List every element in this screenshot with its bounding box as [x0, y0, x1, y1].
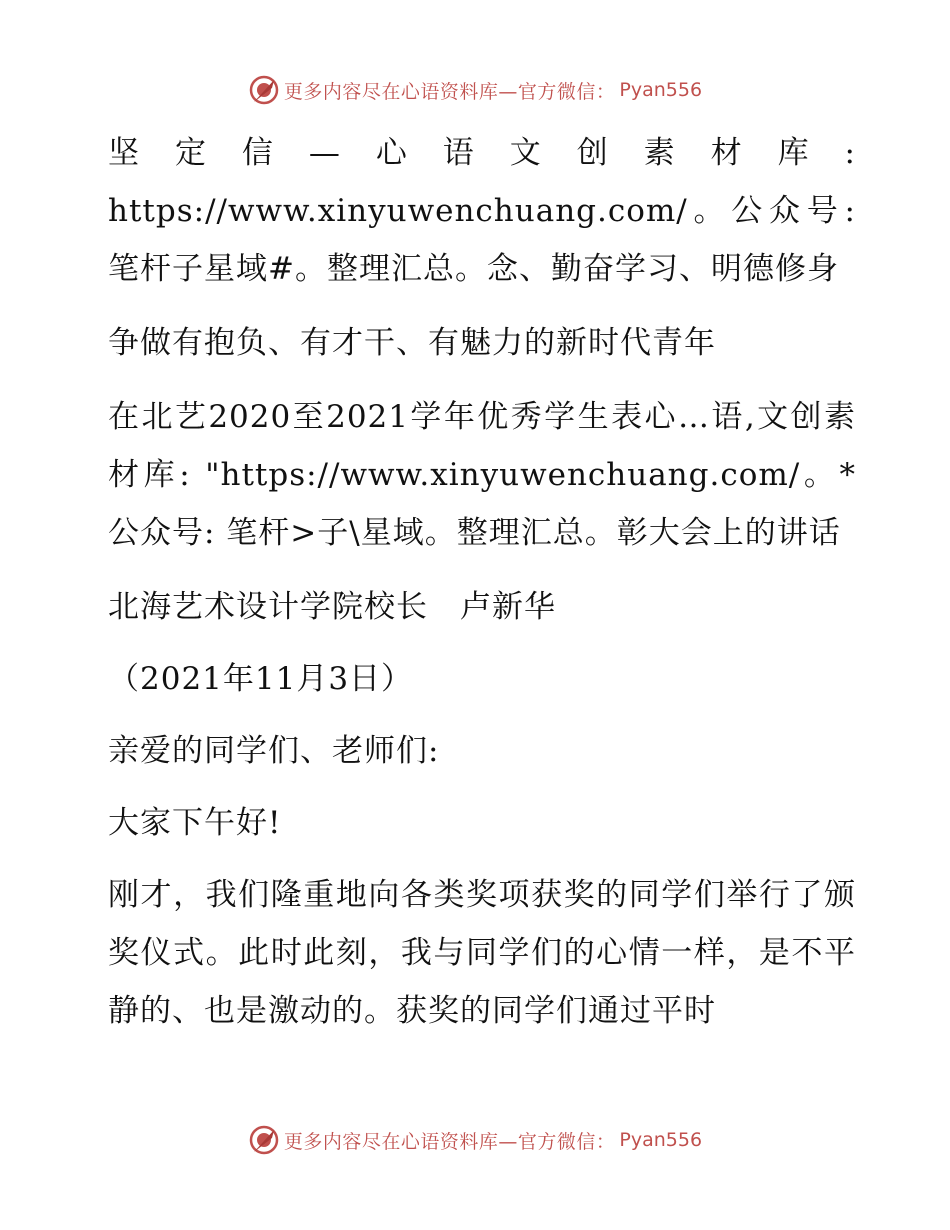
paragraph-3: 在北艺2020至2021学年优秀学生表心…语,文创素材库: "https://www.xinyuwenchuang.com/。*公众号: 笔杆>子\星域。整理汇总。彰大会上的讲话: [108, 399, 856, 551]
paragraph-body: 刚才，我们隆重地向各类奖项获奖的同学们举行了颁奖仪式。此时此刻，我与同学们的心情一样，是不平静的、也是激动的。获奖的同学们通过平时: [108, 877, 856, 1029]
footer-banner: [0, 1120, 950, 1160]
quill-logo-icon: [248, 1124, 280, 1156]
quill-logo-icon: [248, 74, 280, 106]
wechat-id: Pyan556: [619, 1129, 703, 1151]
greeting: 大家下午好!: [108, 805, 282, 841]
paragraph-2: 争做有抱负、有才干、有魅力的新时代青年: [108, 325, 716, 361]
wechat-id: Pyan556: [619, 79, 703, 101]
header-banner: [0, 70, 950, 110]
document-body: [96, 124, 856, 1040]
banner-text: 更多内容尽在心语资料库—官方微信：: [283, 1130, 616, 1153]
banner-text: 更多内容尽在心语资料库—官方微信：: [283, 80, 616, 103]
salutation: 亲爱的同学们、老师们:: [108, 733, 440, 769]
paragraph-1: 坚定信—心语文创素材库: https://www.xinyuwenchuang.com/。公众号: 笔杆子星域#。整理汇总。念、勤奋学习、明德修身: [108, 135, 856, 287]
author-line: 北海艺术设计学院校长 卢新华: [108, 589, 556, 625]
date-line: （2021年11月3日）: [108, 661, 414, 697]
